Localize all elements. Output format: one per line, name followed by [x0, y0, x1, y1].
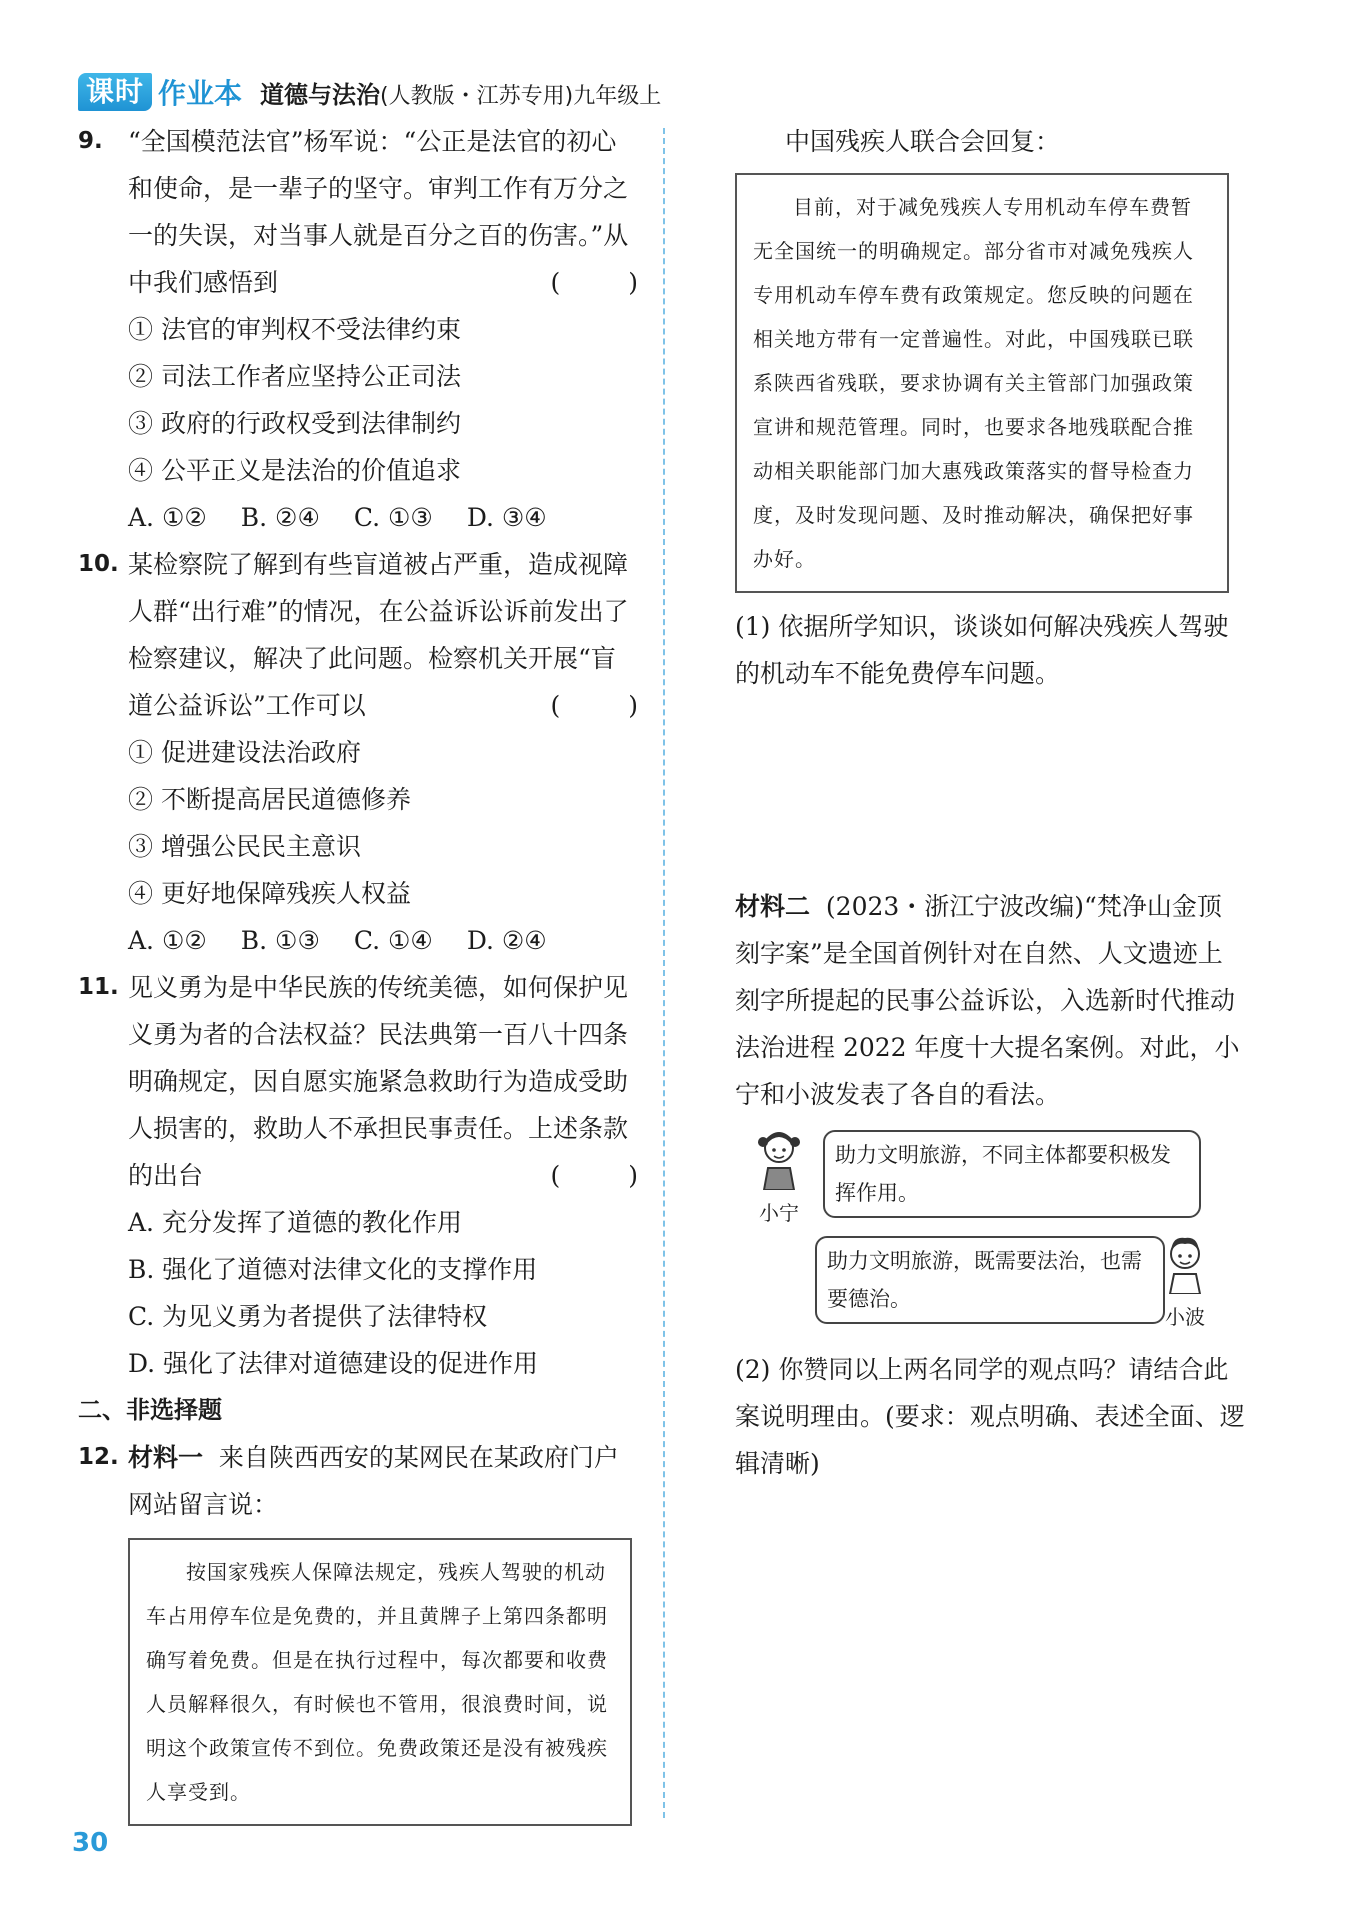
option: ① 法官的审判权不受法律约束 [128, 315, 461, 344]
question-number: 11. [78, 974, 119, 1000]
material-2 [735, 883, 1245, 1118]
question-stem: 见义勇为是中华民族的传统美德，如何保护见义勇为者的合法权益？民法典第一百八十四条明确规定，因自愿实施紧急救助行为造成受助人损害的，救助人不承担民事责任。上述条款的出台 [128, 973, 629, 1190]
question-number: 9. [78, 128, 103, 154]
option: C. 为见义勇为者提供了法律特权 [128, 1302, 488, 1331]
boy-icon [1160, 1230, 1210, 1294]
option: ① 促进建设法治政府 [128, 738, 361, 767]
grade: 九年级上 [573, 83, 662, 109]
answer-paren: ( ) [550, 691, 668, 720]
option: ③ 政府的行政权受到法律制约 [128, 409, 461, 438]
option: D. 强化了法律对道德建设的促进作用 [128, 1349, 539, 1378]
page-header [78, 72, 661, 112]
right-column [735, 118, 1245, 1487]
question-stem: 某检察院了解到有些盲道被占严重，造成视障人群“出行难”的情况，在公益诉讼诉前发出了检察建议，解决了此问题。检察机关开展“盲道公益诉讼”工作可以 [128, 550, 629, 720]
question-9 [78, 118, 668, 306]
choice-d: D. ③④ [466, 503, 547, 532]
choice-a: A. ①② [128, 503, 207, 532]
answer-choices [78, 494, 638, 541]
choice-b: B. ①③ [240, 926, 320, 955]
xiaoning-figure [749, 1126, 809, 1237]
dialogue-illustration [735, 1126, 1245, 1346]
question-12 [78, 1434, 638, 1528]
choice-c: C. ①④ [353, 926, 433, 955]
page-number: 30 [72, 1828, 109, 1858]
option: ④ 更好地保障残疾人权益 [128, 879, 411, 908]
series-logo [78, 72, 242, 112]
xiaoning-speech-bubble: 助力文明旅游，不同主体都要积极发挥作用。 [823, 1130, 1201, 1218]
xiaobo-name: 小波 [1165, 1305, 1205, 1329]
material-1-box: 按国家残疾人保障法规定，残疾人驾驶的机动车占用停车位是免费的，并且黄牌子上第四条都明确写着免费。但是在执行过程中，每次都要和收费人员解释很久，有时候也不管用，很浪费时间，说明这个政策宣传不到位。免费政策还是没有被残疾人享受到。 [128, 1538, 632, 1826]
option: B. 强化了道德对法律文化的支撑作用 [128, 1255, 538, 1284]
left-column [78, 118, 668, 1826]
answer-paren: ( ) [550, 1161, 668, 1190]
material-2-label: 材料二 [735, 892, 811, 921]
column-divider [663, 128, 665, 1818]
question-11 [78, 964, 668, 1199]
sub-question-1: (1) 依据所学知识，谈谈如何解决残疾人驾驶的机动车不能免费停车问题。 [735, 612, 1229, 688]
question-number: 10. [78, 551, 119, 577]
choice-a: A. ①② [128, 926, 207, 955]
choice-c: C. ①③ [353, 503, 433, 532]
edition: (人教版・江苏专用) [380, 83, 574, 109]
option: A. 充分发挥了道德的教化作用 [128, 1208, 462, 1237]
xiaobo-figure [1155, 1230, 1215, 1341]
logo-text: 作业本 [158, 77, 243, 110]
answer-space [735, 697, 1245, 883]
subject-name: 道德与法治 [260, 80, 381, 109]
material-2-text: (2023・浙江宁波改编)“梵净山金顶刻字案”是全国首例针对在自然、人文遗迹上刻字所提起的民事公益诉讼，入选新时代推动法治进程 2022 年度十大提名案例。对此，小宁和小波发表了各自的看法。 [735, 892, 1240, 1109]
question-stem: “全国模范法官”杨军说：“公正是法官的初心和使命，是一辈子的坚守。审判工作有万分之一的失误，对当事人就是百分之百的伤害。”从中我们感悟到 [128, 127, 629, 297]
option: ③ 增强公民民主意识 [128, 832, 361, 861]
section-title: 二、非选择题 [78, 1396, 222, 1424]
xiaobo-speech-bubble: 助力文明旅游，既需要法治，也需要德治。 [815, 1236, 1165, 1324]
reply-intro: 中国残疾人联合会回复： [785, 127, 1061, 156]
option: ④ 公平正义是法治的价值追求 [128, 456, 461, 485]
material-1-intro: 来自陕西西安的某网民在某政府门户网站留言说： [128, 1443, 619, 1519]
question-10 [78, 541, 668, 729]
xiaoning-name: 小宁 [759, 1201, 799, 1225]
question-number: 12. [78, 1444, 119, 1470]
reply-box: 目前，对于减免残疾人专用机动车停车费暂无全国统一的明确规定。部分省市对减免残疾人专用机动车停车费有政策规定。您反映的问题在相关地方带有一定普遍性。对此，中国残联已联系陕西省残联，要求协调有关主管部门加强政策宣讲和规范管理。同时，也要求各地残联配合推动相关职能部门加大惠残政策落实的督导检查力度，及时发现问题、及时推动解决，确保把好事办好。 [735, 173, 1229, 593]
material-1-label: 材料一 [128, 1443, 204, 1472]
subject-title [260, 75, 661, 110]
sub-question-2: (2) 你赞同以上两名同学的观点吗？请结合此案说明理由。(要求：观点明确、表述全面、逻辑清晰) [735, 1355, 1245, 1478]
option: ② 司法工作者应坚持公正司法 [128, 362, 461, 391]
choice-d: D. ②④ [466, 926, 547, 955]
choice-b: B. ②④ [240, 503, 320, 532]
logo-badge: 课时 [78, 73, 152, 111]
girl-icon [754, 1126, 804, 1190]
answer-paren: ( ) [550, 268, 668, 297]
option: ② 不断提高居民道德修养 [128, 785, 411, 814]
answer-choices [78, 917, 638, 964]
